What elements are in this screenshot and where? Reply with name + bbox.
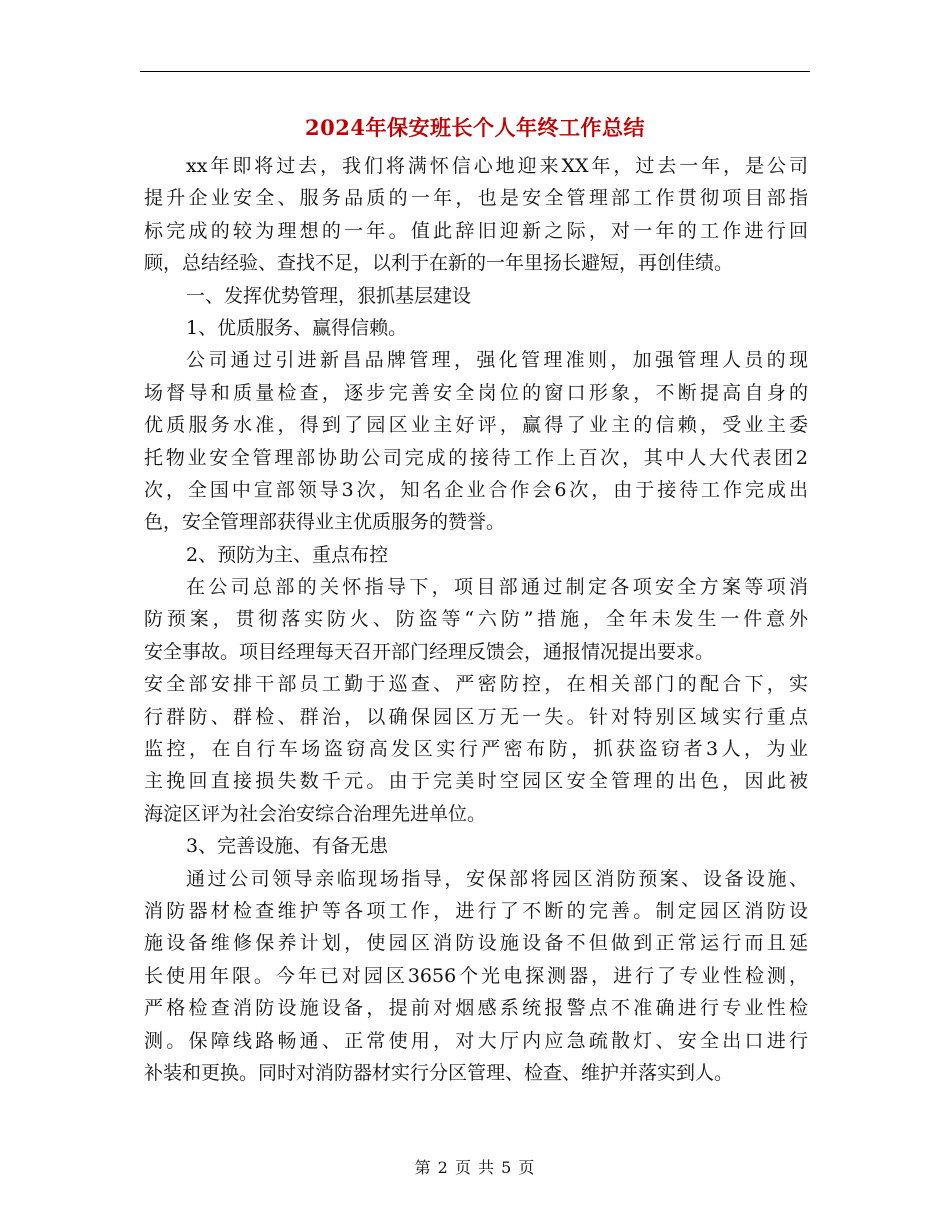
text-line: 公司通过引进新昌品牌管理，强化管理准则，加强管理人员的现 bbox=[186, 349, 808, 372]
text-line: 行群防、群检、群治，以确保园区万无一失。针对特别区域实行重点 bbox=[144, 705, 808, 728]
text-line: 1、优质服务、赢得信赖。 bbox=[186, 316, 408, 339]
text-line: 提升企业安全、服务品质的一年，也是安全管理部工作贯彻项目部指 bbox=[144, 187, 808, 210]
text-line: 主挽回直接损失数千元。由于完美时空园区安全管理的出色，因此被 bbox=[144, 770, 808, 793]
text-line: 消防器材检查维护等各项工作，进行了不断的完善。制定园区消防设 bbox=[144, 899, 808, 922]
text-line: xx年即将过去，我们将满怀信心地迎来XX年，过去一年，是公司 bbox=[186, 155, 808, 177]
text-line: 海淀区评为社会治安综合治理先进单位。 bbox=[144, 802, 487, 825]
text-line: 标完成的较为理想的一年。值此辞旧迎新之际，对一年的工作进行回 bbox=[144, 219, 808, 242]
text-line: 监控，在自行车场盗窃高发区实行严密布防，抓获盗窃者3人，为业 bbox=[144, 738, 808, 761]
text-line: 通过公司领导亲临现场指导，安保部将园区消防预案、设备设施、 bbox=[186, 867, 808, 890]
text-line: 补装和更换。同时对消防器材实行分区管理、检查、维护并落实到人。 bbox=[144, 1061, 734, 1084]
text-line: 顾，总结经验、查找不足，以利于在新的一年里扬长避短，再创佳绩。 bbox=[144, 252, 734, 275]
text-line: 次，全国中宣部领导3次，知名企业合作会6次，由于接待工作完成出 bbox=[144, 478, 808, 501]
text-line: 安全部安排干部员工勤于巡查、严密防控，在相关部门的配合下，实 bbox=[144, 673, 808, 696]
text-line: 安全事故。项目经理每天召开部门经理反馈会，通报情况提出要求。 bbox=[144, 640, 715, 663]
text-line: 2、预防为主、重点布控 bbox=[186, 543, 389, 566]
text-line: 测。保障线路畅通、正常使用，对大厅内应急疏散灯、安全出口进行 bbox=[144, 1029, 808, 1052]
text-line: 色，安全管理部获得业主优质服务的赞誉。 bbox=[144, 511, 506, 534]
document-body bbox=[144, 150, 808, 1089]
text-line: 严格检查消防设施设备，提前对烟感系统报警点不准确进行专业性检 bbox=[144, 997, 808, 1020]
text-line: 一、发挥优势管理，狠抓基层建设 bbox=[186, 284, 472, 307]
text-line: 防预案，贯彻落实防火、防盗等“六防”措施，全年未发生一件意外 bbox=[144, 608, 808, 631]
text-line: 施设备维修保养计划，使园区消防设施设备不但做到正常运行而且延 bbox=[144, 932, 808, 955]
header-rule bbox=[140, 71, 810, 72]
text-line: 托物业安全管理部协助公司完成的接待工作上百次，其中人大代表团2 bbox=[144, 446, 808, 469]
text-line: 在公司总部的关怀指导下，项目部通过制定各项安全方案等项消 bbox=[186, 576, 808, 599]
text-line: 3、完善设施、有备无患 bbox=[186, 835, 389, 858]
text-line: 优质服务水准，得到了园区业主好评，赢得了业主的信赖，受业主委 bbox=[144, 414, 808, 437]
text-line: 场督导和质量检查，逐步完善安全岗位的窗口形象，不断提高自身的 bbox=[144, 381, 808, 404]
text-line: 长使用年限。今年已对园区3656个光电探测器，进行了专业性检测， bbox=[144, 964, 808, 987]
page-footer: 第 2 页 共 5 页 bbox=[414, 1158, 536, 1177]
document-title: 2024年保安班长个人年终工作总结 bbox=[305, 115, 645, 140]
